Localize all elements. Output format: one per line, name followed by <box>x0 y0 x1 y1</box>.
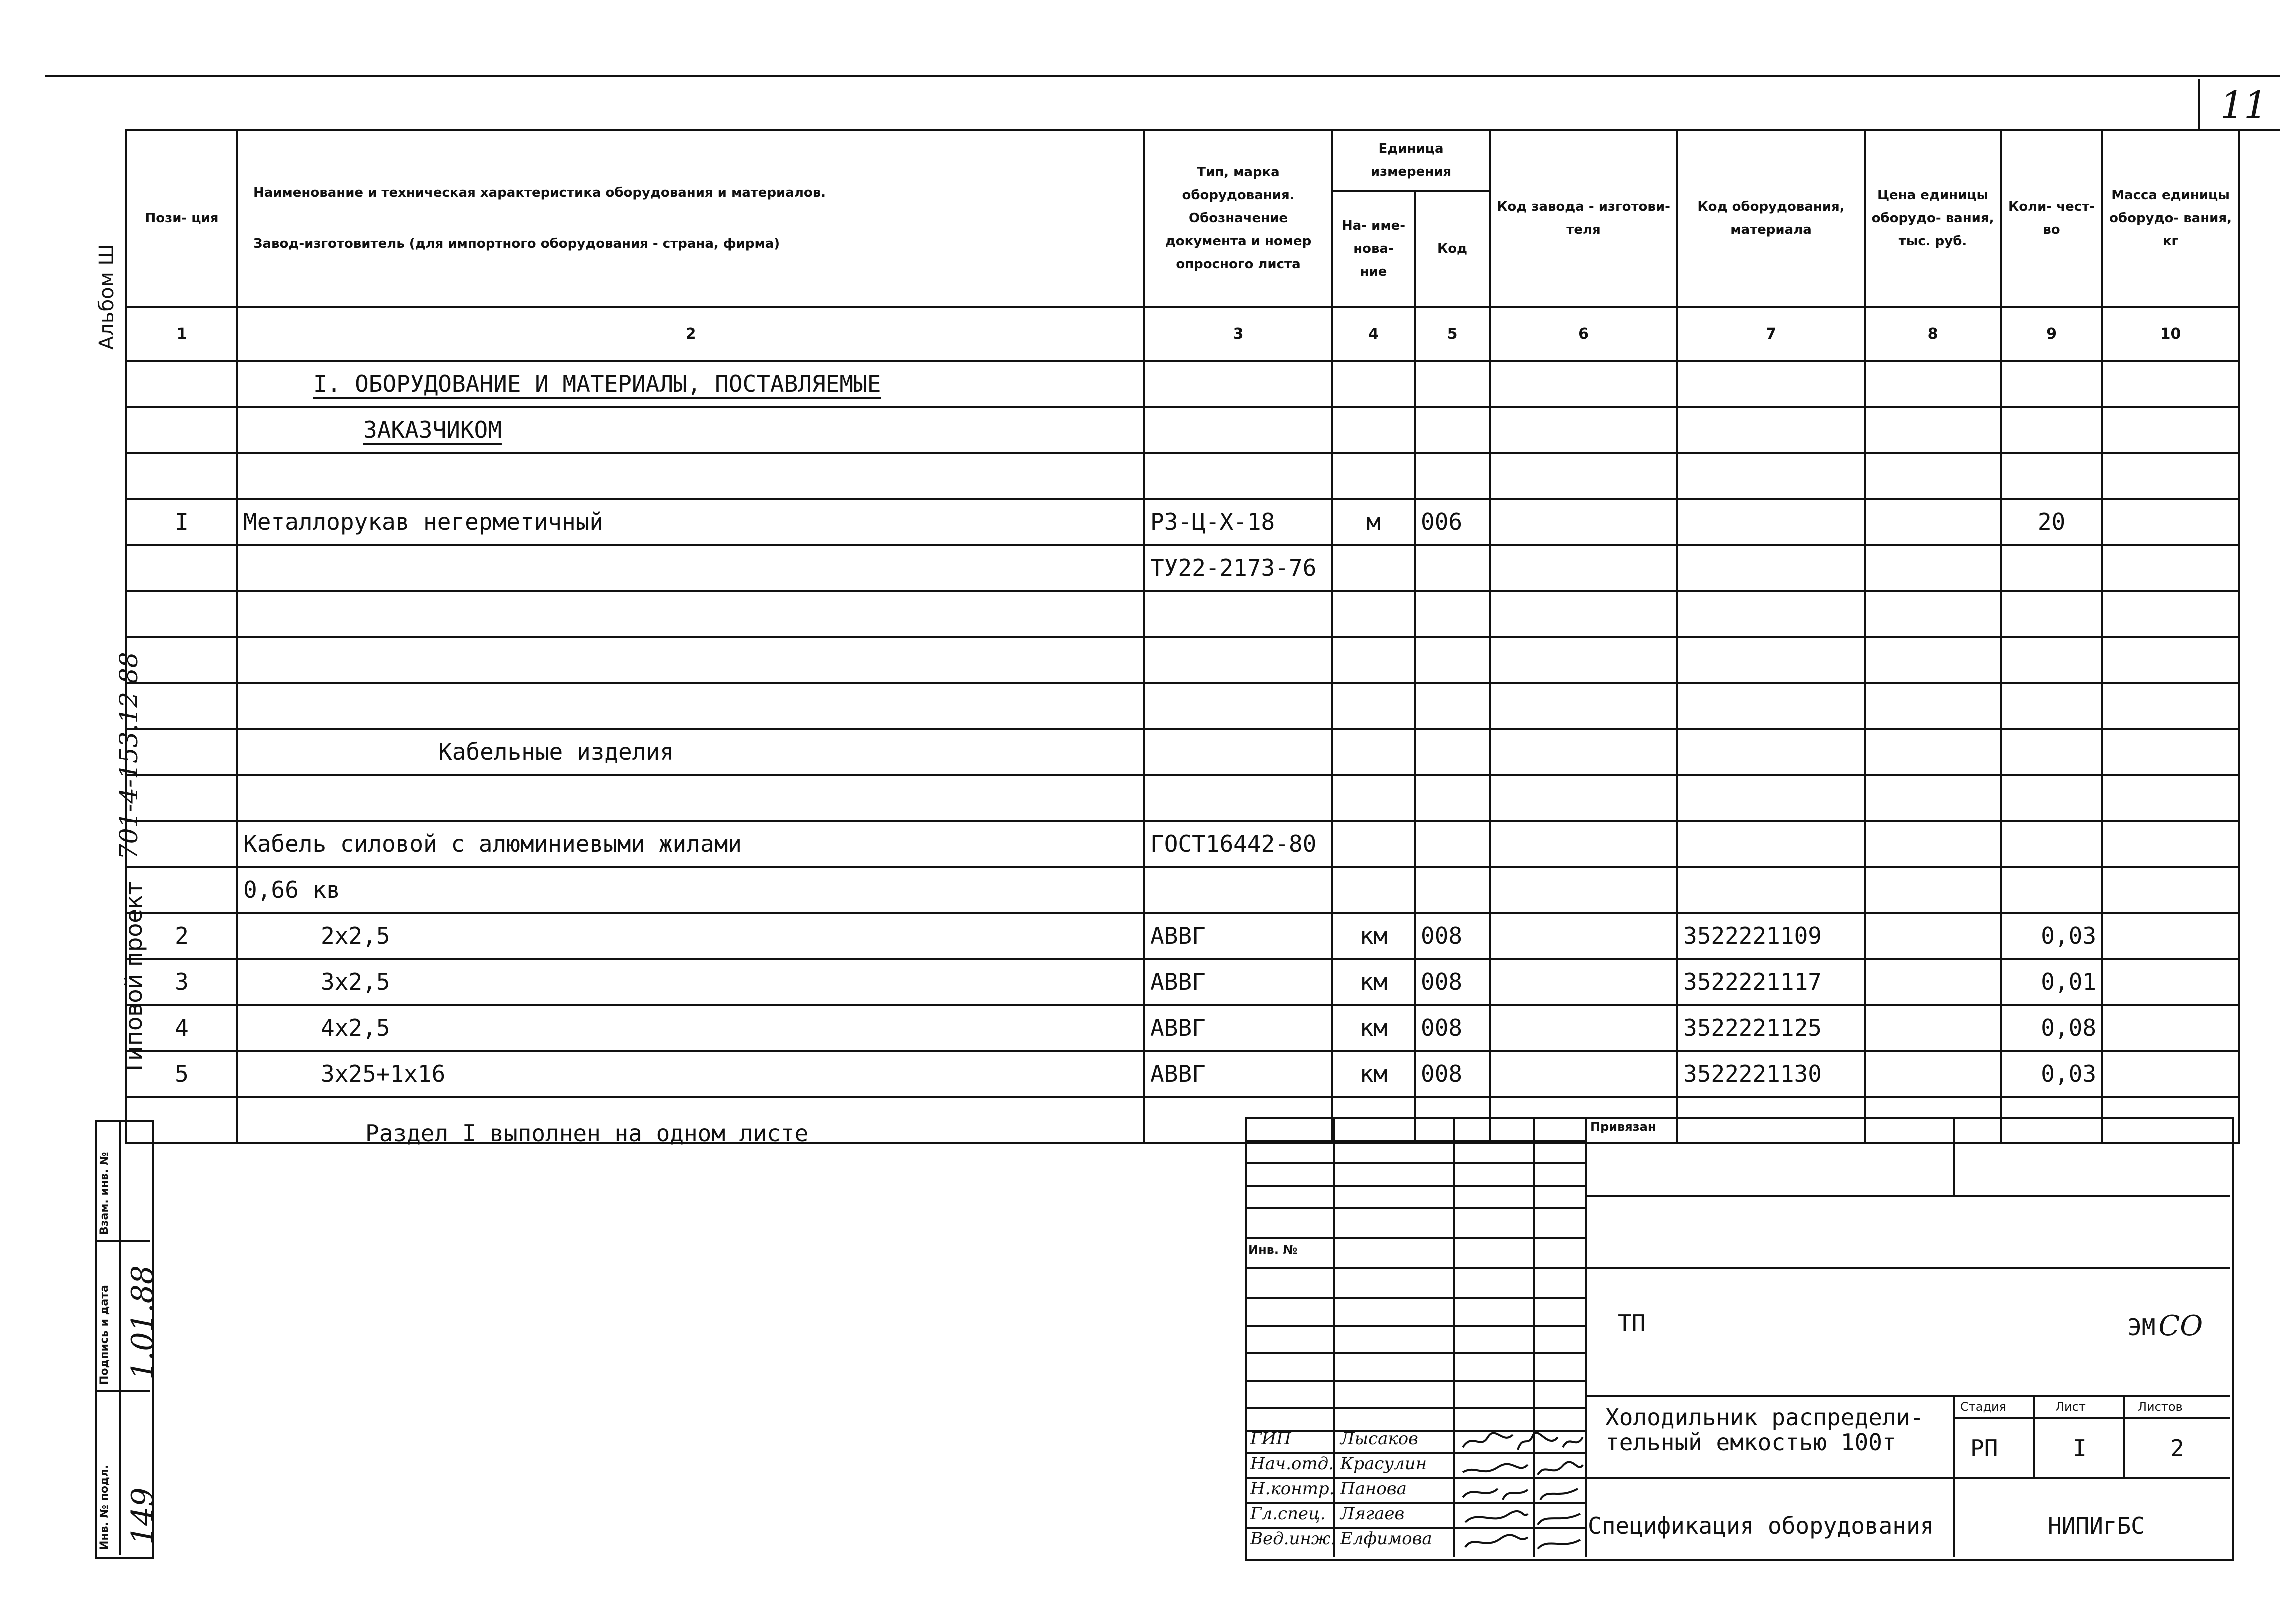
col-number: 2 <box>237 307 1144 361</box>
tb-sheets: 2 <box>2170 1435 2184 1462</box>
side-label-inv: Инв. № подл. <box>98 1464 111 1550</box>
cell-position: 5 <box>126 1051 237 1097</box>
table-row <box>126 407 2239 453</box>
section-title: I. ОБОРУДОВАНИЕ И МАТЕРИАЛЫ, ПОСТАВЛЯЕМЫЕ <box>237 361 1144 407</box>
cell-material-code: 3522221125 <box>1677 1005 1865 1051</box>
table-row <box>126 1051 2239 1097</box>
cell-quantity: 0,03 <box>2001 1051 2102 1097</box>
signature-scribbles <box>1458 1430 1585 1555</box>
tb-rule <box>1953 1118 1955 1195</box>
project-label: Типовой проект <box>120 882 147 1075</box>
col-number: 8 <box>1865 307 2001 361</box>
header-plant-code: Код завода - изготови- теля <box>1490 130 1677 307</box>
cell-unit-code: 008 <box>1415 1051 1490 1097</box>
tb-rule <box>1245 1380 1585 1382</box>
cell-position: 3 <box>126 959 237 1005</box>
header-name-line2: Завод-изготовитель (для импортного оборудования - страна, фирма) <box>253 236 780 252</box>
col-number: 7 <box>1677 307 1865 361</box>
tb-role: Н.контр. <box>1250 1479 1335 1499</box>
side-stamp-rule <box>95 1390 150 1392</box>
tb-inv-number: Инв. № <box>1248 1243 1298 1257</box>
tb-rule <box>1585 1478 2230 1480</box>
tb-stage: РП <box>1970 1435 1998 1462</box>
cell-name: Металлорукав негерметичный <box>237 499 1144 545</box>
header-name <box>237 130 1144 307</box>
tb-rule <box>1245 1408 1585 1410</box>
cell-unit-code: 008 <box>1415 1005 1490 1051</box>
col-number: 6 <box>1490 307 1677 361</box>
tb-role: Нач.отд. <box>1250 1454 1334 1474</box>
cell-material-code: 3522221130 <box>1677 1051 1865 1097</box>
cell-type: АВВГ <box>1144 959 1332 1005</box>
table-row <box>126 637 2239 683</box>
header-unit-code: Код <box>1415 191 1490 307</box>
page-number: 11 <box>2220 84 2268 127</box>
cell-unit: км <box>1332 1051 1415 1097</box>
cell-name: 4х2,5 <box>237 1005 1144 1051</box>
header-mass: Масса единицы оборудо- вания, кг <box>2102 130 2239 307</box>
col-number: 5 <box>1415 307 1490 361</box>
tb-doc-title: Спецификация оборудования <box>1588 1512 1934 1540</box>
section-title-cont: ЗАКАЗЧИКОМ <box>237 407 1144 453</box>
tb-rule <box>1585 1395 2230 1397</box>
cell-quantity: 20 <box>2001 499 2102 545</box>
tb-em-code: ЭМ <box>2128 1314 2156 1341</box>
cell-quantity: 0,08 <box>2001 1005 2102 1051</box>
tb-rule <box>1453 1118 1455 1558</box>
cell-position: 2 <box>126 913 237 959</box>
tb-name: Елфимова <box>1340 1529 1432 1549</box>
tb-rule <box>1585 1118 1587 1558</box>
table-row <box>126 821 2239 867</box>
cell-type: ТУ22-2173-76 <box>1144 545 1332 591</box>
tb-rule <box>2033 1395 2035 1478</box>
header-quantity: Коли- чест- во <box>2001 130 2102 307</box>
table-row <box>126 913 2239 959</box>
cell-unit-code: 006 <box>1415 499 1490 545</box>
cell-position: I <box>126 499 237 545</box>
tb-role: Вед.инж. <box>1250 1529 1336 1549</box>
table-row <box>126 683 2239 729</box>
tb-object-line1: Холодильник распредели- <box>1605 1404 1924 1431</box>
cell-position: 4 <box>126 1005 237 1051</box>
tb-rule <box>1245 1208 1585 1210</box>
cell-type: ГОСТ16442-80 <box>1144 821 1332 867</box>
tb-rule <box>1245 1325 1585 1327</box>
cell-unit-code: 008 <box>1415 913 1490 959</box>
table-row <box>126 959 2239 1005</box>
cell-unit: м <box>1332 499 1415 545</box>
tb-name: Лысаков <box>1340 1429 1418 1449</box>
tb-name: Красулин <box>1340 1454 1427 1474</box>
table-row <box>126 867 2239 913</box>
cell-unit: км <box>1332 959 1415 1005</box>
cell-type: АВВГ <box>1144 1051 1332 1097</box>
cell-material-code: 3522221117 <box>1677 959 1865 1005</box>
header-unit-name: На- име- нова- ние <box>1332 191 1415 307</box>
tb-role: Гл.спец. <box>1250 1504 1326 1524</box>
header-position: Пози- ция <box>126 130 237 307</box>
side-stamp-divider <box>119 1120 121 1555</box>
tb-rule <box>1245 1238 1585 1240</box>
header-price: Цена единицы оборудо- вания, тыс. руб. <box>1865 130 2001 307</box>
tb-em <box>2128 1310 2203 1342</box>
table-row <box>126 1005 2239 1051</box>
cell-name: 3х25+1х16 <box>237 1051 1144 1097</box>
cell-unit-code: 008 <box>1415 959 1490 1005</box>
project-code: 701-4-153.12 88 <box>114 652 143 860</box>
cell-name: 0,66 кв <box>237 867 1144 913</box>
column-number-row <box>126 307 2239 361</box>
cell-unit: км <box>1332 1005 1415 1051</box>
cell-name: 3х2,5 <box>237 959 1144 1005</box>
tb-em-hand: СО <box>2158 1310 2203 1342</box>
tb-rule <box>2123 1395 2125 1478</box>
tb-privyazan: Привязан <box>1590 1120 1656 1134</box>
cell-name: Кабель силовой с алюминиевыми жилами <box>237 821 1144 867</box>
tb-rule <box>1245 1140 1585 1142</box>
subsection-title: Кабельные изделия <box>237 729 1144 775</box>
tb-rule <box>1245 1298 1585 1300</box>
top-rule <box>45 75 2280 78</box>
section-note: Раздел I выполнен на одном листе <box>365 1120 809 1147</box>
tb-role: ГИП <box>1250 1429 1291 1449</box>
tb-stage-label: Стадия <box>1960 1400 2007 1414</box>
table-row <box>126 453 2239 499</box>
cell-type: АВВГ <box>1144 913 1332 959</box>
table-row <box>126 545 2239 591</box>
side-sign-date: 1.01.88 <box>125 1265 160 1380</box>
header-row <box>126 130 2239 191</box>
cell-name: 2х2,5 <box>237 913 1144 959</box>
tb-object <box>1605 1405 1924 1455</box>
header-name-line1: Наименование и техническая характеристика оборудования и материалов. <box>253 186 826 200</box>
side-label-replace: Взам. инв. № <box>98 1152 111 1235</box>
tb-org: НИПИгБС <box>2048 1512 2145 1540</box>
cell-quantity: 0,01 <box>2001 959 2102 1005</box>
cell-material-code: 3522221109 <box>1677 913 1865 959</box>
cell-type: Р3-Ц-Х-18 <box>1144 499 1332 545</box>
header-type: Тип, марка оборудования. Обозначение документа и номер опросного листа <box>1144 130 1332 307</box>
tb-rule <box>1585 1195 2230 1197</box>
col-number: 9 <box>2001 307 2102 361</box>
tb-sheet: I <box>2073 1435 2087 1462</box>
side-inv-number: 149 <box>125 1488 160 1545</box>
tb-rule <box>1245 1268 1585 1270</box>
tb-sheets-label: Листов <box>2138 1400 2183 1414</box>
table-row <box>126 361 2239 407</box>
tb-object-line2: тельный емкостью 100т <box>1605 1429 1896 1456</box>
table-row <box>126 775 2239 821</box>
col-number: 3 <box>1144 307 1332 361</box>
col-number: 1 <box>126 307 237 361</box>
col-number: 10 <box>2102 307 2239 361</box>
cell-unit: км <box>1332 913 1415 959</box>
tb-sheet-label: Лист <box>2055 1400 2086 1414</box>
tb-tp: ТП <box>1618 1310 1646 1337</box>
table-row <box>126 499 2239 545</box>
tb-rule <box>1245 1352 1585 1354</box>
tb-rule <box>1245 1162 1585 1164</box>
cell-quantity: 0,03 <box>2001 913 2102 959</box>
header-unit: Единица измерения <box>1332 130 1490 191</box>
tb-name: Панова <box>1340 1479 1407 1499</box>
side-label-sign: Подпись и дата <box>98 1285 111 1385</box>
header-material-code: Код оборудования, материала <box>1677 130 1865 307</box>
tb-rule <box>1953 1418 2230 1420</box>
album-label: Альбом Ш <box>95 244 118 350</box>
table-row <box>126 729 2239 775</box>
table-row <box>126 591 2239 637</box>
tb-name: Лягаев <box>1340 1504 1405 1524</box>
tb-rule <box>1585 1268 2230 1270</box>
specification-table <box>125 129 2240 1144</box>
tb-rule <box>1245 1185 1585 1187</box>
side-stamp-rule <box>95 1240 150 1242</box>
cell-type: АВВГ <box>1144 1005 1332 1051</box>
col-number: 4 <box>1332 307 1415 361</box>
